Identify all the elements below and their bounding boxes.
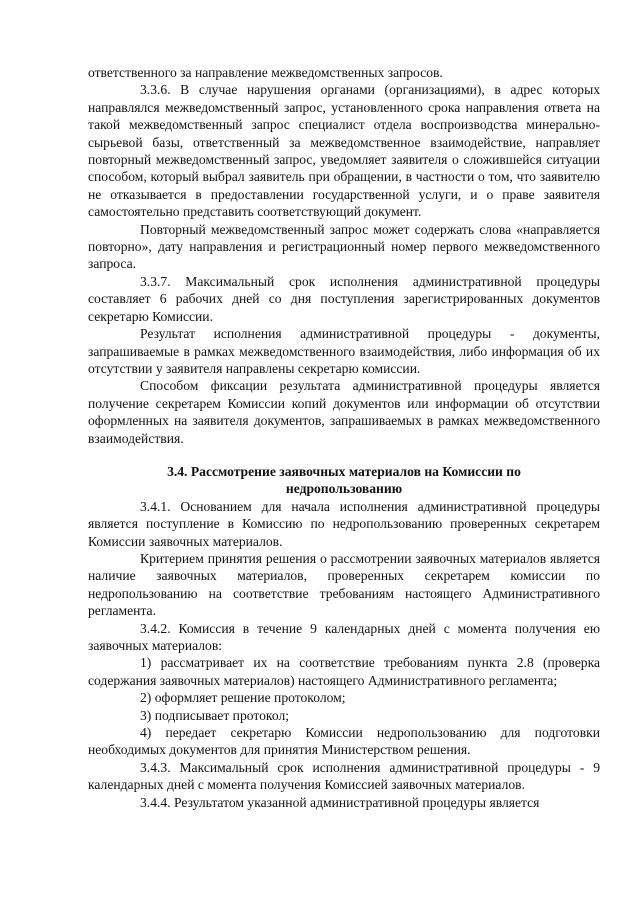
list-item-3: 3) подписывает протокол; [140, 707, 290, 723]
paragraph-3-4-3: 3.4.3. Максимальный срок исполнения административной процедуры - 9 календарных дней с момента получения Комиссией заявочных материалов. [88, 759, 600, 793]
paragraph-fixation: Способом фиксации результата административной процедуры является получение секретарем Комиссии копий документов или информации об отсутствии оформленных на заявителя документов, запрашиваемых в рамках межведомственного взаимодействия. [88, 378, 600, 446]
paragraph-result: Результат исполнения административной процедуры - документы, запрашиваемые в рамках межведомственного взаимодействия, либо информация об их отсутствии у заявителя направлены секретарю комиссии. [88, 326, 600, 376]
paragraph-criterion: Критерием принятия решения о рассмотрении заявочных материалов является наличие заявочных материалов, проверенных секретарем комиссии по недропользованию на соответствие требованиям настоящего Административного регламента. [88, 550, 600, 619]
document-page [88, 64, 600, 811]
list-item-2: 2) оформляет решение протоколом; [140, 690, 346, 706]
paragraph-3-4-1: 3.4.1. Основанием для начала исполнения административной процедуры является поступление в Комиссию по недропользованию проверенных секретарем Комиссии заявочных материалов. [88, 498, 600, 549]
paragraph-3-4-2: 3.4.2. Комиссия в течение 9 календарных дней с момента получения ею заявочных материалов: [88, 620, 600, 653]
paragraph-3-3-6: 3.3.6. В случае нарушения органами (организациями), в адрес которых направлялся межведомственный запрос, установленного срока направления ответа на такой межведомственный запрос специалист отдела воспроизводства минерально-сырьевой базы, ответственный за межведомственное взаимодействие, направляет повторный межведомственный запрос, уведомляет заявителя о сложившейся ситуации способом, который выбрал заявитель при обращении, в частности о том, что заявителю не отказывается в предоставлении государственной услуги, и о праве заявителя самостоятельно представить соответствующий документ. [88, 82, 600, 220]
list-item-4: 4) передает секретарю Комиссии недропользованию для подготовки необходимых документов для принятия Министерством решения. [88, 725, 600, 758]
paragraph-3-3-7: 3.3.7. Максимальный срок исполнения административной процедуры составляет 6 рабочих дней со дня поступления зарегистрированных документов секретарю Комиссии. [88, 273, 600, 324]
list-item-1: 1) рассматривает их на соответствие требованиям пункта 2.8 (проверка содержания заявочных материалов) настоящего Административного регламента; [88, 655, 600, 688]
paragraph-continuation: ответственного за направление межведомственных запросов. [88, 65, 443, 80]
section-heading-3-4: 3.4. Рассмотрение заявочных материалов на Комиссии по недропользованию [167, 463, 521, 497]
paragraph-3-4-4: 3.4.4. Результатом указанной административной процедуры является [140, 794, 540, 810]
paragraph-repeat-request: Повторный межведомственный запрос может содержать слова «направляется повторно», дату направления и регистрационный номер первого межведомственного запроса. [88, 221, 600, 272]
